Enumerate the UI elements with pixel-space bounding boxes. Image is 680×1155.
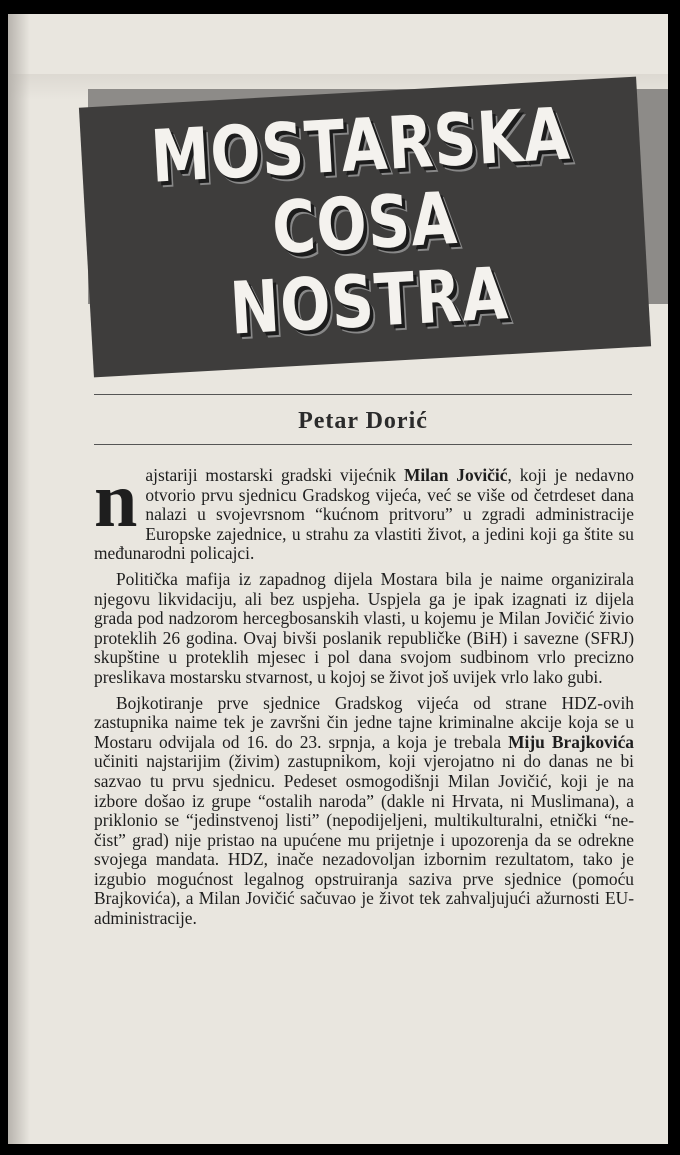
article-paragraph-2: Politička mafija iz zapadnog dijela Mostara bila je naime organizirala njegovu likvidaciju, ali bez uspjeha. Uspjela ga je ipak izagnati iz dijela grada pod nadzorom hercegbosanskih vlasti, u kojemu je Milan Jovičić živio proteklih 26 godina. Ovaj bivši poslanik republičke (BiH) i savezne (SFRJ) skupštine u proteklih mjesec i pol dana svojom sudbinom vrlo precizno preslikava mostarsku stvarnost, u kojoj se život još uvijek vrlo lako gubi. — [94, 568, 634, 687]
p1-text-a: ajstariji mostarski gradski vijećnik — [145, 465, 404, 485]
article-body — [94, 456, 634, 929]
byline-rule-top — [94, 394, 632, 395]
newspaper-clipping — [8, 14, 668, 1144]
headline — [130, 93, 600, 352]
article-paragraph-3 — [94, 694, 634, 929]
p1-bold-name: Milan Jovičić — [403, 465, 508, 485]
paper-edge-shadow — [8, 14, 30, 1144]
headline-banner — [79, 77, 651, 378]
headline-line-2: COSA — [270, 175, 460, 271]
p3-bold-name: Miju Brajkovića — [508, 731, 634, 752]
article-paragraph-1 — [94, 456, 634, 564]
byline: Petar Dorić — [298, 408, 428, 434]
headline-line-1: MOSTARSKA — [148, 91, 573, 199]
headline-line-3: NOSTRA — [227, 251, 511, 351]
p3-text-b: učiniti najstarijim (živim) zastupnikom, koji vjerojatno ni do danas ne bi sazvao tu prvu sjednicu. Pedeset osmogodišnji Milan Jovičić, koji je na izbore došao iz grupe “ostalih naroda” (dakle ni Hrvata, ni Muslimana), a priklonio se “jedinstvenoj listi” (nepodijeljeni, multikulturalni, etnički “ne-čist” grad) nije pristao na upućene mu prijetnje i upozorenja da se odrekne svojega mandata. HDZ, inače nezadovoljan izbornim rezultatom, tako je izgubio mogućnost legalnog opstruiranja saziva prve sjednice (pomoću Brajkovića), a Milan Jovičić sačuvao je život tek zahvaljujući ažurnosti EU-administracije. — [94, 751, 634, 929]
p3-text-a: Bojkotiranje prve sjednice Gradskog vijeća od strane HDZ-ovih zastupnika naime tek je završni čin jedne tajne kriminalne akcije koja se u Mostaru odvijala od 16. do 23. srpnja, a koja je trebala — [94, 692, 634, 752]
p1-text-b: , koji je nedavno otvorio prvu sjednicu Gradskog vijeća, već se više od četrdeset dana nalazi u svojevrsnom “kućnom pritvoru” u zgradi administracije Europske zajednice, u strahu za vlastiti život, a jedini koji ga štite su međunarodni policajci. — [94, 465, 634, 564]
drop-cap: n — [94, 456, 138, 543]
byline-rule-bottom — [94, 444, 632, 445]
